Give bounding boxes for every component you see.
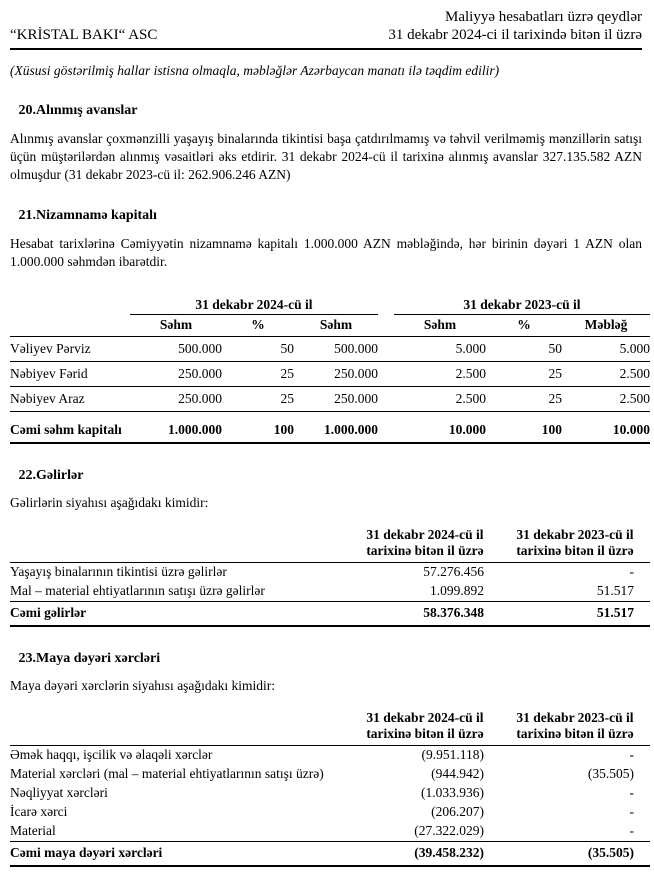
total-value: 10.000 (562, 411, 650, 443)
table-row-cost (10, 765, 650, 784)
total-value-2024: (39.458.232) (350, 841, 500, 866)
row-value-2023: - (629, 785, 634, 801)
row-label: Vəliyev Pərviz (10, 336, 130, 361)
note-20-number: 20. (18, 102, 36, 118)
row-value-2024: 1.099.892 (430, 583, 484, 599)
row-value-2023: (35.505) (587, 766, 634, 782)
col-header-sehm-1: Səhm (130, 314, 222, 336)
row-label: Nəbiyev Araz (10, 386, 130, 411)
header-row (10, 527, 650, 562)
note-22-heading (10, 468, 642, 484)
row-value-2024: (9.951.118) (421, 747, 484, 763)
table-row-cost (10, 822, 650, 842)
col-header-2024: 31 dekabr 2024-cü il tarixinə bitən il üzrə (350, 710, 500, 745)
note-23-title: Maya dəyəri xərcləri (36, 650, 161, 666)
table-row-shareholder (10, 336, 650, 361)
total-value: 1.000.000 (130, 411, 222, 443)
group-header-2023: 31 dekabr 2023-cü il (394, 297, 650, 315)
row-value: 250.000 (294, 386, 378, 411)
row-value: 500.000 (294, 336, 378, 361)
table-row-revenue (10, 562, 650, 582)
cost-of-sales-table (10, 710, 650, 867)
row-value: 2.500 (562, 361, 650, 386)
row-value-2024: (206.207) (431, 804, 484, 820)
note-20-section (10, 103, 642, 184)
row-label: Nəbiyev Fərid (10, 361, 130, 386)
row-label: Material (10, 823, 56, 839)
col-header-mebleg: Məbləğ (562, 314, 650, 336)
total-label: Cəmi maya dəyəri xərcləri (10, 841, 350, 866)
total-value: 1.000.000 (294, 411, 378, 443)
row-label: Mal – material ehtiyatlarının satışı üzrə gəlirlər (10, 583, 265, 599)
table-row-shareholder (10, 386, 650, 411)
row-label: Material xərcləri (mal – material ehtiyatlarının satışı üzrə) (10, 766, 324, 782)
note-21-title: Nizamnamə kapitalı (36, 207, 157, 223)
table-row-revenue (10, 582, 650, 602)
row-value: 50 (486, 336, 562, 361)
note-21-body: Hesabat tarixlərinə Cəmiyyətin nizamnamə kapitalı 1.000.000 AZN məbləğində, hər birinin dəyəri 1 AZN olan 1.000.000 səhmdən ibarətdir. (10, 235, 642, 269)
table-row-cost (10, 803, 650, 822)
row-value: 250.000 (130, 386, 222, 411)
row-value-2023: - (629, 804, 634, 820)
note-21-section (10, 207, 650, 444)
total-value: 100 (486, 411, 562, 443)
col-header-percent-2: % (486, 314, 562, 336)
note-20-title: Alınmış avanslar (36, 102, 138, 118)
row-value: 25 (222, 361, 294, 386)
row-value: 2.500 (394, 386, 486, 411)
table-row-total (10, 411, 650, 443)
currency-disclaimer: (Xüsusi göstərilmiş hallar istisna olmaqla, məbləğlər Azərbaycan manatı ilə təqdim edilir) (10, 62, 500, 78)
row-value: 2.500 (562, 386, 650, 411)
note-23-intro: Maya dəyəri xərclərin siyahısı aşağıdakı kimidir: (10, 677, 276, 693)
row-label: Əmək haqqı, işcilik və əlaqəli xərclər (10, 747, 213, 763)
group-header-2024: 31 dekabr 2024-cü il (130, 297, 378, 315)
table-row-cost (10, 745, 650, 765)
col-header-2023: 31 dekabr 2023-cü il tarixinə bitən il üzrə (500, 710, 650, 745)
report-title-line2: 31 dekabr 2024-ci il tarixində bitən il üzrə (388, 27, 642, 44)
col-header-sehm-2: Səhm (294, 314, 378, 336)
total-value-2023: 51.517 (500, 601, 650, 626)
note-23-section (10, 651, 642, 867)
total-label: Cəmi səhm kapitalı (10, 411, 130, 443)
report-title-line1: Maliyyə hesabatları üzrə qeydlər (445, 9, 642, 25)
row-value-2023: - (629, 747, 634, 763)
total-value-2024: 58.376.348 (350, 601, 500, 626)
row-label: İcarə xərci (10, 804, 68, 820)
row-label: Nəqliyyat xərcləri (10, 785, 108, 801)
col-header-percent-1: % (222, 314, 294, 336)
row-value: 25 (222, 386, 294, 411)
company-name: “KRİSTAL BAKI“ ASC (10, 26, 158, 43)
share-capital-table (10, 297, 650, 444)
row-value: 5.000 (394, 336, 486, 361)
row-value: 250.000 (130, 361, 222, 386)
row-value: 250.000 (294, 361, 378, 386)
note-21-number: 21. (18, 207, 36, 223)
note-22-intro: Gəlirlərin siyahısı aşağıdakı kimidir: (10, 494, 209, 510)
row-value: 50 (222, 336, 294, 361)
col-header-2023: 31 dekabr 2023-cü il tarixinə bitən il üzrə (500, 527, 650, 562)
column-header-row (10, 314, 650, 336)
row-value: 500.000 (130, 336, 222, 361)
total-value: 100 (222, 411, 294, 443)
total-value: 10.000 (394, 411, 486, 443)
note-22-section (10, 468, 642, 627)
col-header-sehm-3: Səhm (394, 314, 486, 336)
row-value-2024: (27.322.029) (414, 823, 484, 839)
total-value-2023: (35.505) (500, 841, 650, 866)
table-row-total (10, 841, 650, 866)
note-23-number: 23. (18, 650, 36, 666)
row-value: 25 (486, 386, 562, 411)
row-value-2024: (1.033.936) (421, 785, 484, 801)
row-value-2024: 57.276.456 (423, 564, 484, 580)
revenue-table (10, 527, 650, 627)
row-value: 25 (486, 361, 562, 386)
row-value-2024: (944.942) (431, 766, 484, 782)
note-21-heading (10, 208, 642, 224)
row-label: Yaşayış binalarının tikintisi üzrə gəlirlər (10, 564, 227, 580)
note-20-body: Alınmış avanslar çoxmənzilli yaşayış binalarında tikintisi başa çatdırılmamış və təhvil verilməmiş mənzillərin satışı üçün müştərilərdən alınmış vəsaitləri əks etdirir. 31 dekabr 2024-cü il tarixinə alınmış avanslar 327.135.582 AZN olmuşdur (31 dekabr 2023-cü il: 262.906.246 AZN) (10, 130, 642, 182)
header-row (10, 710, 650, 745)
table-row-total (10, 601, 650, 626)
note-22-title: Gəlirlər (36, 467, 84, 483)
page-header (10, 8, 642, 50)
note-20-heading (10, 103, 642, 119)
col-header-2024: 31 dekabr 2024-cü il tarixinə bitən il üzrə (350, 527, 500, 562)
row-value-2023: - (629, 564, 634, 580)
row-value-2023: 51.517 (596, 583, 634, 599)
row-value: 5.000 (562, 336, 650, 361)
row-value: 2.500 (394, 361, 486, 386)
group-header-row (10, 297, 650, 315)
note-22-number: 22. (18, 467, 36, 483)
total-label: Cəmi gəlirlər (10, 601, 350, 626)
report-title (388, 8, 642, 45)
table-row-shareholder (10, 361, 650, 386)
table-row-cost (10, 784, 650, 803)
note-23-heading (10, 651, 642, 667)
row-value-2023: - (629, 823, 634, 839)
